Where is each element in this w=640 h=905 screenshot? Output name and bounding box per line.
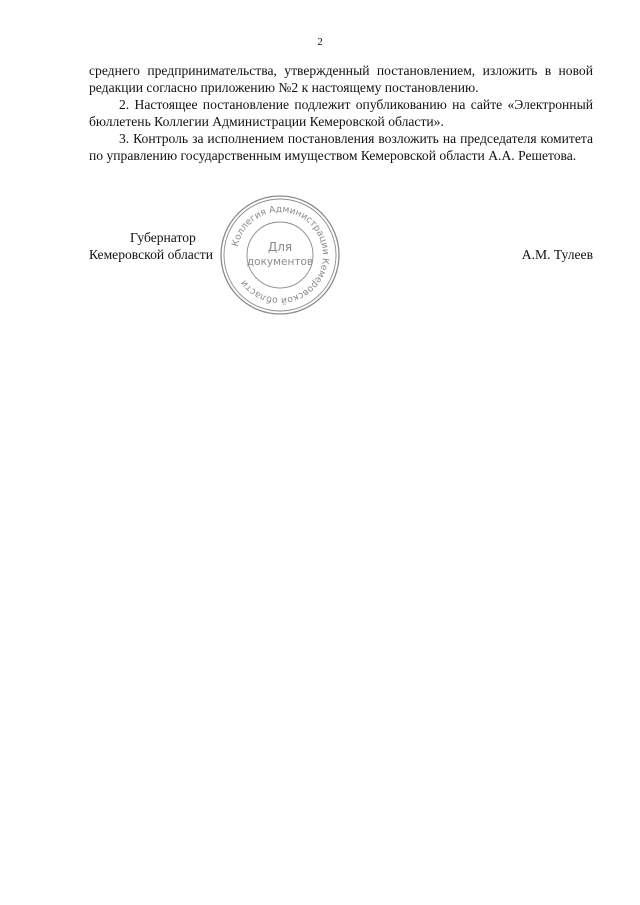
signature-title: Губернатор bbox=[130, 230, 196, 245]
signature-name: А.М. Тулеев bbox=[521, 247, 593, 262]
stamp-seal-icon bbox=[218, 193, 342, 317]
svg-text:Коллегия Администрации Кемеров bbox=[230, 204, 331, 306]
official-stamp bbox=[218, 193, 342, 317]
paragraph-continuation: среднего предпринимательства, утвержденный постановлением, изложить в новой редакции согласно приложению №2 к настоящему постановлению. bbox=[89, 63, 593, 95]
paragraph-item-3: 3. Контроль за исполнением постановления возложить на председателя комитета по управлению государственным имуществом Кемеровской области А.А. Решетова. bbox=[89, 131, 593, 163]
paragraph-item-2: 2. Настоящее постановление подлежит опубликованию на сайте «Электронный бюллетень Коллегии Администрации Кемеровской области». bbox=[89, 97, 593, 129]
document-body bbox=[89, 62, 593, 164]
stamp-center-line-1: Для bbox=[267, 240, 293, 254]
stamp-center-line-2: документов bbox=[246, 256, 314, 268]
page-number: 2 bbox=[317, 36, 323, 48]
stamp-ring-text: Коллегия Администрации Кемеровской области bbox=[229, 203, 332, 307]
signature-region: Кемеровской области bbox=[89, 247, 214, 262]
